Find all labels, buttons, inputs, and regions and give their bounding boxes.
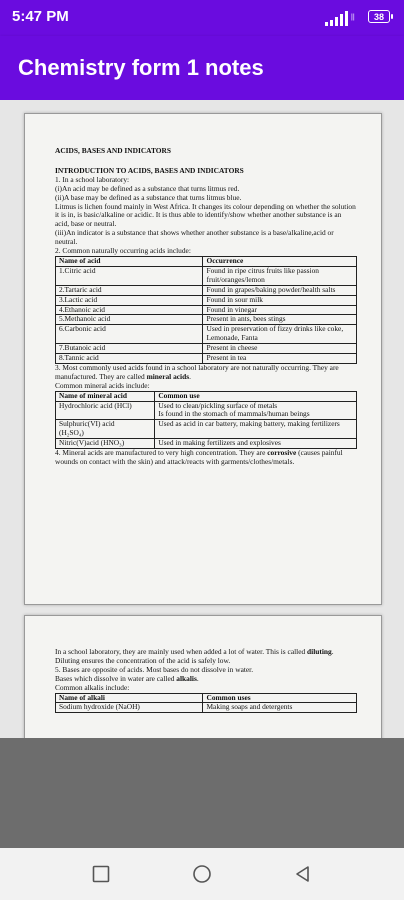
paragraph-3: [55, 364, 357, 382]
natural-acids-table: [55, 256, 357, 364]
bold-term: alkalis: [176, 673, 197, 683]
table-header-cell: Common use: [155, 391, 357, 401]
table-header-cell: Name of acid: [56, 256, 203, 266]
table-row: [56, 439, 357, 449]
table-cell: 7.Butanoic acid: [56, 344, 203, 354]
text-run: (causes painful wounds on contact with the skin) and attack/reacts with garments/clothes/metals.: [55, 448, 343, 466]
table-cell: Nitric(V)acid (HNO₃): [56, 439, 155, 449]
alkalis-table: [55, 693, 357, 714]
table-row: [56, 420, 357, 439]
document-page-2: [24, 615, 382, 738]
intro-line: (iii)An indicator is a substance that shows whether another substance is a base/alkaline,acid or neutral.: [55, 228, 334, 247]
table-row: [56, 325, 357, 344]
table-cell: Present in ants, bees stings: [203, 315, 357, 325]
table-header-cell: Common uses: [203, 693, 357, 703]
table-cell: 1.Citric acid: [56, 266, 203, 285]
status-time: 5:47 PM: [12, 8, 69, 25]
table-row: [56, 295, 357, 305]
text-run: Bases which dissolve in water are called: [55, 673, 177, 683]
table-header-row: [56, 256, 357, 266]
table-cell: Used in preservation of fizzy drinks like coke, Lemonade, Fanta: [203, 325, 357, 344]
table-cell: Used to clean/pickling surface of metals Is found in the stomach of mammals/human beings: [155, 401, 357, 420]
table-cell: Found in ripe citrus fruits like passion fruit/oranges/lemon: [203, 266, 357, 285]
signal-icon: [325, 11, 361, 27]
mineral-acids-table: [55, 391, 357, 449]
document-page-1: [24, 113, 382, 605]
table-row: [56, 305, 357, 315]
paragraph-4: [55, 449, 357, 467]
paragraph-dilution: [55, 648, 357, 666]
table-row: [56, 401, 357, 420]
table-header-row: [56, 391, 357, 401]
intro-line: 2. Common naturally occurring acids include:: [55, 246, 191, 256]
paragraph-3-line-2: Common mineral acids include:: [55, 380, 150, 390]
empty-area: [0, 738, 404, 848]
circle-icon[interactable]: [192, 864, 212, 884]
battery-level: 38: [373, 12, 384, 22]
battery-icon: [368, 10, 390, 23]
section-heading: ACIDS, BASES AND INDICATORS: [55, 146, 171, 155]
triangle-back-icon[interactable]: [293, 864, 313, 884]
section-subheading: INTRODUCTION TO ACIDS, BASES AND INDICATORS: [55, 165, 244, 175]
table-cell: Found in vinegar: [203, 305, 357, 315]
table-cell: 2.Tartaric acid: [56, 285, 203, 295]
paragraph-5-line-3: Common alkalis include:: [55, 682, 130, 692]
table-cell: 6.Carbonic acid: [56, 325, 203, 344]
bold-term: corrosive: [267, 448, 297, 458]
intro-line: (i)An acid may be defined as a substance that turns litmus red.: [55, 183, 240, 193]
table-cell: Present in tea: [203, 354, 357, 364]
bold-term: diluting: [307, 647, 332, 656]
table-cell: Used in making fertilizers and explosives: [155, 439, 357, 449]
text-run: In a school laboratory, they are mainly used when added a lot of water. This is called: [55, 647, 308, 656]
square-icon[interactable]: [91, 864, 111, 884]
table-cell: Hydrochloric acid (HCl): [56, 401, 155, 420]
text-run: .: [196, 673, 199, 683]
table-row: [56, 315, 357, 325]
table-cell: 5.Methanoic acid: [56, 315, 203, 325]
intro-line: 1. In a school laboratory:: [55, 174, 130, 184]
intro-line: (ii)A base may be defined as a substance that turns litmus blue.: [55, 192, 242, 202]
table-cell: Used as acid in car battery, making battery, making fertilizers: [155, 420, 357, 439]
navigation-bar: [0, 848, 404, 900]
table-cell: Sodium hydroxide (NaOH): [56, 703, 203, 713]
table-header-cell: Name of mineral acid: [56, 391, 155, 401]
text-run: 4. Mineral acids are manufactured to very high concentration. They are: [55, 448, 268, 458]
table-cell: Found in grapes/baking powder/health salts: [203, 285, 357, 295]
table-header-row: [56, 693, 357, 703]
app-bar: [0, 36, 404, 100]
bold-term: mineral acids: [146, 371, 190, 381]
table-row: [56, 354, 357, 364]
intro-line: Litmus is lichen found mainly in West Africa. It changes its colour depending on whether the solution it is in, is basic/alkaline or acidic. It is thus able to identify/show whether another substance is an acid, base or neutral.: [55, 201, 356, 229]
pdf-viewer[interactable]: [0, 100, 404, 738]
table-cell: Present in cheese: [203, 344, 357, 354]
svg-text:||: ||: [351, 14, 355, 21]
table-cell: Found in sour milk: [203, 295, 357, 305]
table-cell: 8.Tannic acid: [56, 354, 203, 364]
status-bar: [0, 0, 404, 36]
table-cell: 4.Ethanoic acid: [56, 305, 203, 315]
app-title: Chemistry form 1 notes: [18, 55, 264, 80]
table-row: [56, 266, 357, 285]
text-run: . Diluting ensures the concentration of the acid is safely low.: [55, 647, 334, 665]
table-header-cell: Name of alkali: [56, 693, 203, 703]
table-cell: Sulphuric(VI) acid (H₂SO₄): [56, 420, 155, 439]
text-run: .: [189, 371, 191, 381]
table-cell: Making soaps and detergents: [203, 703, 357, 713]
table-header-cell: Occurrence: [203, 256, 357, 266]
table-cell: 3.Lactic acid: [56, 295, 203, 305]
paragraph-5: 5. Bases are opposite of acids. Most bases do not dissolve in water.: [55, 664, 254, 674]
table-row: [56, 285, 357, 295]
text-run: 3. Most commonly used acids found in a school laboratory are not naturally occurring. They are manufactured. They are called: [55, 362, 339, 381]
table-row: [56, 344, 357, 354]
table-row: [56, 703, 357, 713]
